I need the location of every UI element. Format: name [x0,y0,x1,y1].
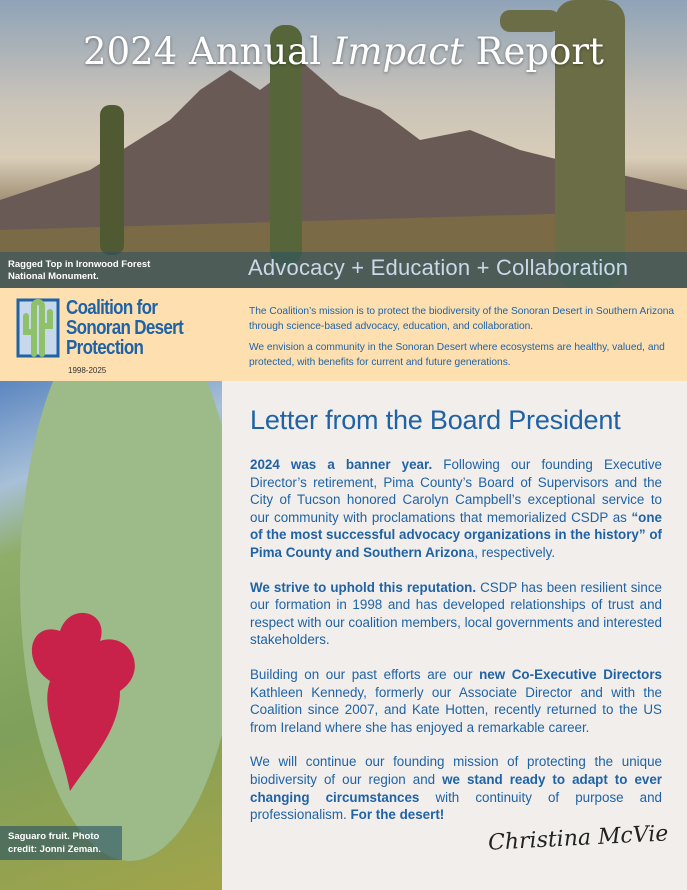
saguaro-logo-icon [12,296,64,360]
title-text: Report [463,30,604,73]
caption-line: Ragged Top in Ironwood Forest [8,259,151,270]
letter-paragraph [250,579,662,649]
text: Following our founding Executive Director’s retirement, Pima County’s Board of Supervisors and the City of Tucson honored Carolyn Campbell’s exceptional service to our community with proclamations that memorialized CSDP as [250,457,662,525]
org-years: 1998-2025 [68,366,107,375]
text: CSDP has been resilient since our formation in 1998 and has developed relationships of trust and respect with our coalition members, local governments and interested stakeholders. [250,579,662,648]
bold-text: new Co-Executive Directors [479,666,662,682]
hero-photo-caption [8,259,150,283]
caption-line: National Monument. [8,271,99,282]
bold-text: For the desert! [350,807,445,823]
org-name-line: Protection [66,337,144,359]
letter-paragraph [250,456,662,562]
report-title [0,30,687,73]
letter-paragraph [250,666,662,736]
saguaro-fruit-photo [0,381,222,890]
mission-statement: The Coalition’s mission is to protect the biodiversity of the Sonoran Desert in Southern Arizona through science-based advocacy, education, and collaboration. [249,306,675,332]
signature: Christina McVie [487,821,669,856]
text: Building on our past efforts are our [250,666,480,682]
bold-text: 2024 was a banner year. [250,457,433,472]
bold-text: We strive to uphold this reputation. [250,579,477,595]
bold-text: “one of the most successful advocacy organizations in the history” of Pima County and Southern Arizon [250,509,662,560]
tagline: Advocacy + Education + Collaboration [248,255,629,280]
title-emphasis: Impact [332,30,464,73]
text: We will continue our founding mission of protecting the unique biodiversity of our region and [250,754,662,787]
hero-photo [0,0,687,288]
title-text: 2024 Annual [83,30,333,73]
text: a, respectively. [466,544,556,560]
text: Kathleen Kennedy, formerly our Associate Director and with the Coalition since 2007, and Kate Hotten, recently returned to the US from Ireland where she has enjoyed a remarkable career. [250,684,662,735]
mission-text [249,304,679,370]
bold-text: we stand ready to adapt to ever changing circumstances [250,771,662,805]
letter-paragraph [250,753,662,823]
letter-title: Letter from the Board President [250,405,621,435]
photo-caption: Saguaro fruit. Photo credit: Jonni Zeman. [0,826,122,860]
org-name-line: Coalition for [66,297,158,319]
saguaro-fruit-image [0,381,222,890]
text: with continuity of purpose and professionalism. [250,789,662,823]
president-letter [250,405,662,841]
org-name-line: Sonoran Desert [66,317,184,339]
vision-statement: We envision a community in the Sonoran Desert where ecosystems are healthy, valued, and protected, with benefits for current and future generations. [249,342,665,368]
org-name [66,298,183,358]
